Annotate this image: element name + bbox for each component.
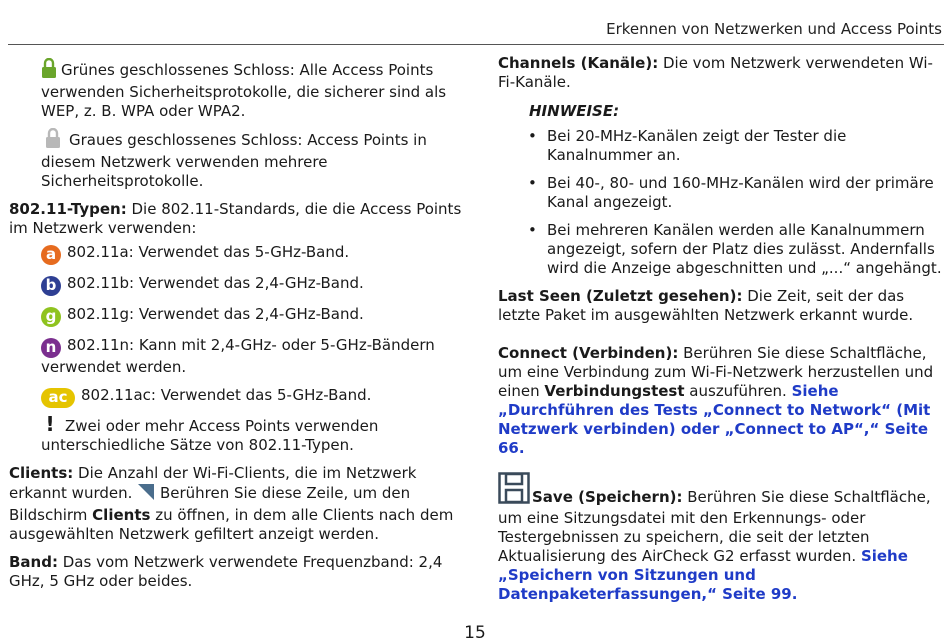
badge-b-icon: b (41, 276, 61, 296)
badge-ac-icon: ac (41, 388, 75, 408)
gray-lock-icon (45, 128, 61, 153)
page-number: 15 (464, 623, 486, 643)
badge-n-icon: n (41, 338, 61, 358)
gray-lock-item: Graues geschlossenes Schloss: Access Points in diesem Netzwerk verwenden mehrere Sicherheitsprotokolle. (41, 128, 464, 191)
green-lock-item: Grünes geschlossenes Schloss: Alle Access Points verwenden Sicherheitsprotokolle, die sicherer sind als WEP, z. B. WPA oder WPA2. (41, 58, 464, 121)
list-item: • Bei 40-, 80- und 160-MHz-Kanälen wird der primäre Kanal angezeigt. (528, 174, 934, 211)
lastseen-paragraph: Last Seen (Zuletzt gesehen): Die Zeit, seit der das letzte Paket im ausgewählten Netzwerk erkannt wurde. (498, 287, 914, 324)
notes-heading: HINWEISE: (529, 102, 620, 120)
type-item-n: n 802.11n: Kann mit 2,4-GHz- oder 5-GHz-Bändern verwendet werden. (41, 336, 435, 376)
right-column (498, 54, 943, 604)
exclamation-icon: ! (45, 412, 55, 436)
types-paragraph: 802.11-Typen: Die 802.11-Standards, die die Access Points im Netzwerk verwenden: (9, 200, 462, 237)
channels-paragraph: Channels (Kanäle): Die vom Netzwerk verwendeten Wi-Fi-Kanäle. (498, 54, 933, 91)
connect-link[interactable]: Siehe „Durchführen des Tests „Connect to Network“ (Mit Netzwerk verbinden) oder „Connect to AP“,“ Seite 66. (498, 382, 931, 457)
type-item-g: g 802.11g: Verwendet das 2,4-GHz-Band. (41, 305, 464, 327)
corner-triangle-icon (137, 483, 155, 506)
notes-list (498, 127, 943, 278)
list-item: • Bei 20-MHz-Kanälen zeigt der Tester die Kanalnummer an. (528, 127, 847, 164)
list-item: • Bei mehreren Kanälen werden alle Kanalnummern angezeigt, sofern der Platz dies zulässt. Andernfalls wird die Anzeige abgeschnitten und „...“ angehängt. (528, 221, 942, 277)
left-column (9, 54, 464, 591)
band-paragraph: Band: Das vom Netzwerk verwendete Frequenzband: 2,4 GHz, 5 GHz oder beides. (9, 553, 443, 590)
type-item-mixed: ! Zwei oder mehr Access Points verwenden unterschiedliche Sätze von 802.11-Typen. (41, 412, 379, 454)
type-item-a: a 802.11a: Verwendet das 5-GHz-Band. (41, 243, 464, 265)
type-item-b: b 802.11b: Verwendet das 2,4-GHz-Band. (41, 274, 464, 296)
clients-paragraph: Clients: Die Anzahl der Wi-Fi-Clients, die im Netzwerk erkannt wurden. Berühren Sie diese Zeile, um den Bildschirm Clients zu öffnen, in dem alle Clients nach dem ausgewählten Netzwerk gefiltert anzeigt werden. (9, 464, 454, 543)
running-header: Erkennen von Netzwerken und Access Points (606, 20, 942, 38)
badge-a-icon: a (41, 245, 61, 265)
badge-g-icon: g (41, 307, 61, 327)
header-rule (8, 44, 944, 45)
connect-paragraph: Connect (Verbinden): Berühren Sie diese Schaltfläche, um eine Verbindung zum Wi-Fi-Netzwerk herzustellen und einen Verbindungstest auszuführen. Siehe „Durchführen des Tests „Connect to Network“ (Mit Netzwerk verbinden) oder „Connect to AP“,“ Seite 66. (498, 344, 934, 457)
save-icon (498, 472, 530, 509)
green-lock-icon (41, 58, 57, 83)
save-paragraph: Save (Speichern): Berühren Sie diese Schaltfläche, um eine Sitzungsdatei mit den Erkennungs- oder Testergebnissen zu speichern, die seit der letzten Aktualisierung des AirCheck G2 erfasst wurden. Siehe „Speichern von Sitzungen und Datenpaketerfassungen,“ Seite 99. (498, 472, 943, 604)
type-item-ac: ac 802.11ac: Verwendet das 5-GHz-Band. (41, 386, 464, 408)
save-link[interactable]: Siehe „Speichern von Sitzungen und Datenpaketerfassungen,“ Seite 99. (498, 547, 908, 603)
